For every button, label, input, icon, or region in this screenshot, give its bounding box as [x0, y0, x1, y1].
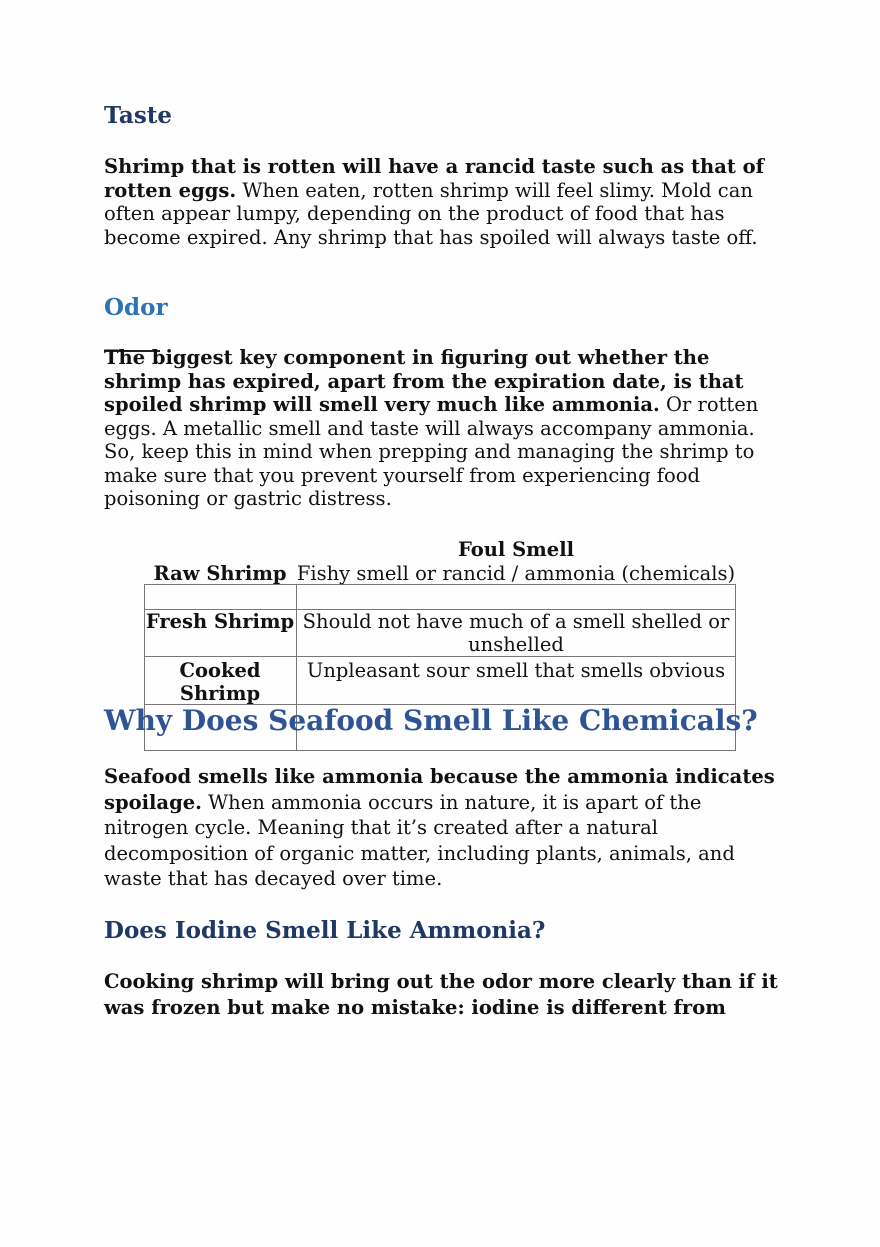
paragraph-taste-bold: Shrimp that is rotten will have a rancid taste such as that of rotten eggs.: [104, 155, 765, 202]
table-row-value-cooked: Unpleasant sour smell that smells obvious: [306, 659, 726, 682]
heading-iodine: Does Iodine Smell Like Ammonia?: [104, 917, 546, 944]
paragraph-iodine: [104, 969, 784, 1020]
table-row-label-cooked: Cooked Shrimp: [179, 659, 261, 705]
heading-taste: Taste: [104, 102, 173, 129]
paragraph-odor: [104, 346, 784, 511]
heading-odor: Odor: [104, 294, 168, 321]
table-row-value-raw: Fishy smell or rancid / ammonia (chemicals): [296, 562, 736, 585]
paragraph-iodine-bold: Cooking shrimp will bring out the odor more clearly than if it was frozen but make no mistake: iodine is different from: [104, 970, 778, 1019]
table-row-label-raw: Raw Shrimp: [153, 562, 287, 585]
paragraph-chemicals-text: When ammonia occurs in nature, it is apart of the nitrogen cycle. Meaning that it’s created after a natural decomposition of organic matter, including plants, animals, and waste that has decayed over time.: [104, 790, 735, 890]
table-column-header: Foul Smell: [457, 538, 575, 561]
heading-chemicals: Why Does Seafood Smell Like Chemicals?: [104, 704, 758, 737]
paragraph-taste: [104, 155, 784, 249]
table-divider-row2: [145, 656, 735, 657]
paragraph-odor-bold: The biggest key component in figuring out whether the shrimp has expired, apart from the expiration date, is that spoiled shrimp will smell very much like ammonia.: [104, 346, 744, 416]
table-row-value-fresh: Should not have much of a smell shelled or unshelled: [302, 610, 730, 656]
paragraph-chemicals-bold: Seafood smells like ammonia because the ammonia indicates spoilage.: [104, 765, 775, 814]
paragraph-odor-text: Or rotten eggs. A metallic smell and taste will always accompany ammonia. So, keep this in mind when prepping and managing the shrimp to make sure that you prevent yourself from experiencing food poisoning or gastric distress.: [104, 393, 759, 510]
paragraph-chemicals: [104, 764, 784, 892]
paragraph-taste-text: When eaten, rotten shrimp will feel slimy. Mold can often appear lumpy, depending on the product of food that has become expired. Any shrimp that has spoiled will always taste off.: [104, 178, 758, 249]
table-row-label-fresh: Fresh Shrimp: [145, 610, 295, 633]
